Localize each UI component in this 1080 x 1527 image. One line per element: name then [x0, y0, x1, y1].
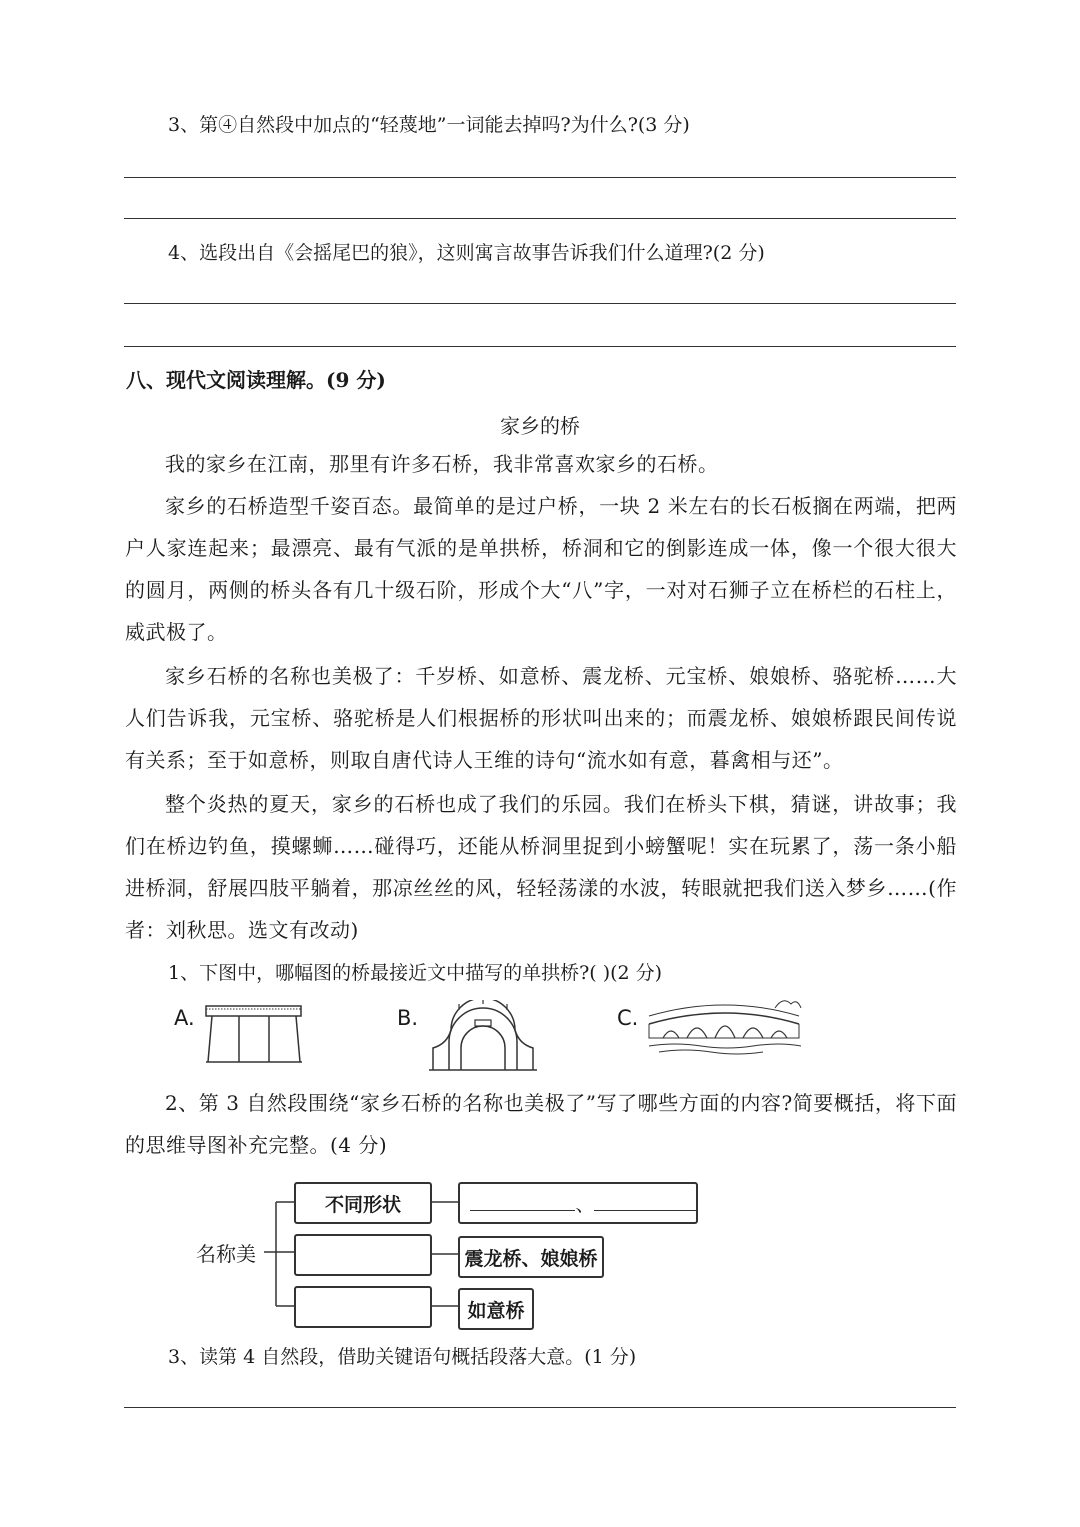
arch-bridge-icon	[427, 1000, 539, 1072]
passage-paragraph-2: 家乡的石桥造型千姿百态。最简单的是过户桥，一块 2 米左右的长石板搁在两端，把两户人家连起来；最漂亮、最有气派的是单拱桥，桥洞和它的倒影连成一体，像一个很大很大的圆月，两侧的桥头各有几十级石阶，形成个大“八”字，一对对石狮子立在桥栏的石柱上，威武极了。	[125, 494, 957, 644]
mind-map	[196, 1180, 716, 1340]
blank-separator: 、	[575, 1193, 595, 1216]
flat-bridge-icon	[204, 1002, 304, 1064]
answer-blank[interactable]	[470, 1210, 575, 1211]
answer-line[interactable]	[124, 177, 956, 178]
question-8-3: 3、读第 4 自然段，借助关键语句概括段落大意。(1 分)	[168, 1346, 637, 1368]
option-b-label[interactable]: B.	[397, 1006, 419, 1030]
question-8-2: 2、第 3 自然段围绕“家乡石桥的名称也美极了”写了哪些方面的内容?简要概括，将下面的思维导图补充完整。(4 分)	[125, 1091, 957, 1157]
passage-title: 家乡的桥	[500, 414, 580, 438]
answer-line[interactable]	[124, 218, 956, 219]
section-heading: 八、现代文阅读理解。(9 分)	[126, 368, 386, 392]
mind-map-center: 名称美	[196, 1242, 256, 1266]
answer-blank[interactable]	[594, 1210, 696, 1211]
option-a-label[interactable]: A.	[174, 1006, 195, 1030]
mind-map-leaf-poem: 如意桥	[458, 1288, 534, 1330]
answer-line[interactable]	[124, 1407, 956, 1408]
passage-paragraph-1: 我的家乡在江南，那里有许多石桥，我非常喜欢家乡的石桥。	[165, 452, 719, 476]
option-c-label[interactable]: C.	[617, 1006, 639, 1030]
question-7-4: 4、选段出自《会摇尾巴的狼》，这则寓言故事告诉我们什么道理?(2 分)	[168, 242, 765, 264]
mind-map-branch-blank[interactable]	[294, 1234, 432, 1276]
passage-paragraph-4: 整个炎热的夏天，家乡的石桥也成了我们的乐园。我们在桥头下棋，猜谜，讲故事；我们在桥边钓鱼，摸螺蛳……碰得巧，还能从桥洞里捉到小螃蟹呢！实在玩累了，荡一条小船进桥洞，舒展四肢平躺着，那凉丝丝的风，轻轻荡漾的水波，转眼就把我们送入梦乡……(作者：刘秋思。选文有改动)	[125, 792, 957, 942]
mind-map-branch-blank[interactable]	[294, 1286, 432, 1328]
mind-map-leaf-answer[interactable]	[458, 1182, 698, 1224]
answer-line[interactable]	[124, 303, 956, 304]
answer-line[interactable]	[124, 346, 956, 347]
question-7-3: 3、第④自然段中加点的“轻蔑地”一词能去掉吗?为什么?(3 分)	[168, 114, 690, 136]
mind-map-leaf-legend: 震龙桥、娘娘桥	[458, 1236, 604, 1278]
multi-arch-bridge-icon	[645, 994, 803, 1058]
passage-paragraph-3: 家乡石桥的名称也美极了：千岁桥、如意桥、震龙桥、元宝桥、娘娘桥、骆驼桥……大人们告诉我，元宝桥、骆驼桥是人们根据桥的形状叫出来的；而震龙桥、娘娘桥跟民间传说有关系；至于如意桥，则取自唐代诗人王维的诗句“流水如有意，暮禽相与还”。	[125, 664, 957, 772]
question-8-1: 1、下图中，哪幅图的桥最接近文中描写的单拱桥?( )(2 分)	[168, 962, 663, 984]
mind-map-branch-shape: 不同形状	[294, 1182, 432, 1224]
